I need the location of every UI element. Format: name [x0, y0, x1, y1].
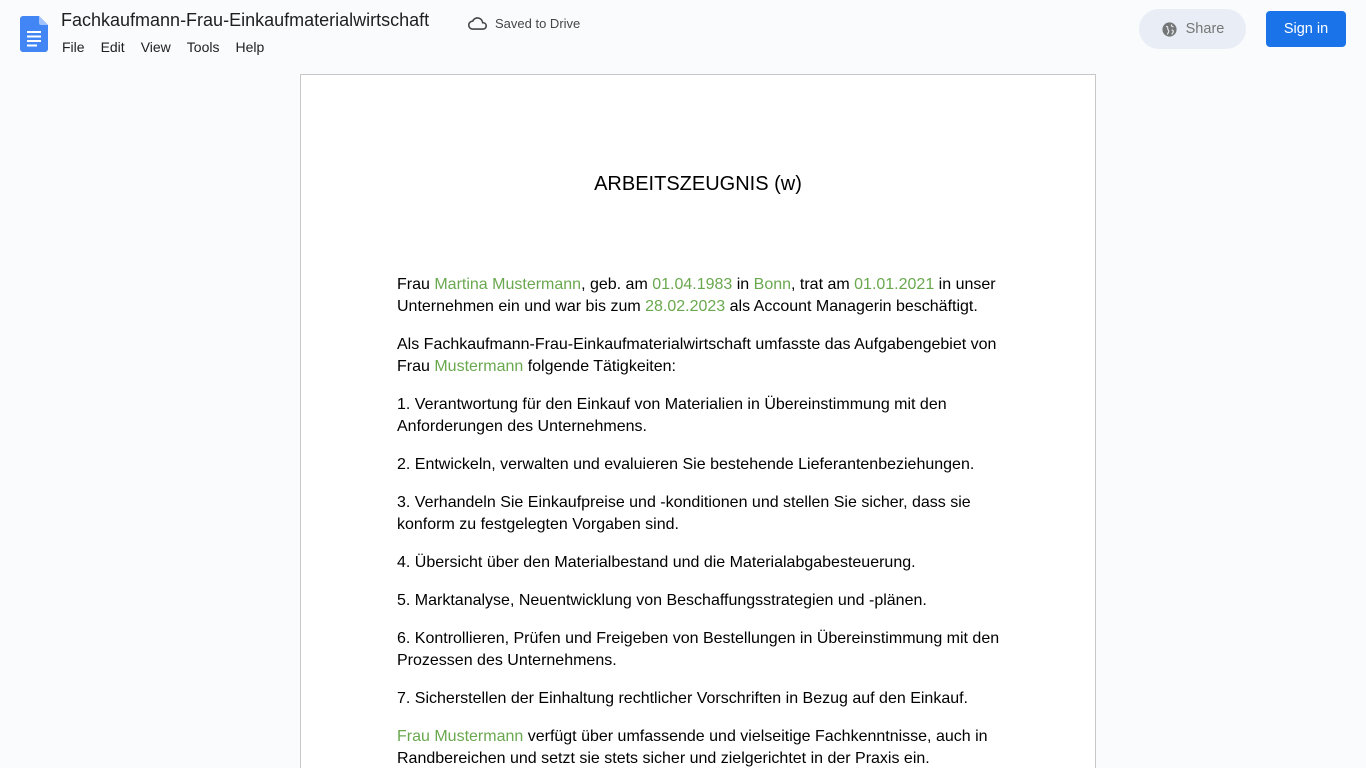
task-item: 5. Marktanalyse, Neuentwicklung von Beschaffungsstrategien und -plänen.: [397, 592, 927, 609]
employee-name: Frau Mustermann: [397, 728, 524, 745]
menu-help[interactable]: Help: [235, 39, 265, 55]
document-body: [397, 274, 1001, 768]
intro-text: als Account Managerin beschäftigt.: [725, 298, 978, 315]
intro-text: in unser Unternehmen ein und war bis zum: [397, 276, 996, 315]
app-header: [0, 0, 1366, 64]
sign-in-button[interactable]: Sign in: [1266, 11, 1346, 47]
menu-edit[interactable]: Edit: [100, 39, 125, 55]
intro-text: Frau: [397, 276, 435, 293]
end-date: 28.02.2023: [645, 298, 726, 315]
scope-paragraph: [397, 334, 1001, 378]
share-button[interactable]: [1139, 9, 1246, 49]
birth-city: Bonn: [753, 276, 792, 293]
employee-surname: Mustermann: [434, 358, 524, 375]
task-item: 2. Entwickeln, verwalten und evaluieren Sie bestehende Lieferantenbeziehungen.: [397, 456, 975, 473]
task-item: 6. Kontrollieren, Prüfen und Freigeben von Bestellungen in Übereinstimmung mit den Prozessen des Unternehmens.: [397, 630, 1000, 669]
task-item: 3. Verhandeln Sie Einkaufpreise und -konditionen und stellen Sie sicher, dass sie konform zu festgelegten Vorgaben sind.: [397, 494, 971, 533]
document-heading: ARBEITSZEUGNIS (w): [594, 173, 802, 195]
intro-paragraph: [397, 274, 1001, 318]
intro-text: in: [732, 276, 754, 293]
document-page[interactable]: [300, 74, 1096, 768]
scope-text: Als Fachkaufmann-Frau-Einkaufmaterialwirtschaft umfasste das Aufgabengebiet von Frau: [397, 336, 997, 375]
save-status-label: Saved to Drive: [495, 15, 581, 31]
document-title[interactable]: Fachkaufmann-Frau-Einkaufmaterialwirtschaft: [61, 10, 430, 30]
closing-paragraph: [397, 726, 1001, 768]
task-item: 1. Verantwortung für den Einkauf von Materialien in Übereinstimmung mit den Anforderungen des Unternehmens.: [397, 396, 947, 435]
globe-icon: [1161, 21, 1178, 38]
closing-text: verfügt über umfassende und vielseitige Fachkenntnisse, auch in Randbereichen und setzt sie stets sicher und zielgerichtet in der Praxis ein.: [397, 728, 988, 767]
intro-text: , geb. am: [581, 276, 653, 293]
menu-tools[interactable]: Tools: [186, 39, 220, 55]
task-item: 7. Sicherstellen der Einhaltung rechtlicher Vorschriften in Bezug auf den Einkauf.: [397, 690, 968, 707]
share-label: Share: [1185, 21, 1225, 37]
task-item: 4. Übersicht über den Materialbestand und die Materialabgabesteuerung.: [397, 554, 916, 571]
docs-logo-icon[interactable]: [20, 16, 48, 52]
intro-text: , trat am: [791, 276, 855, 293]
cloud-done-icon: [468, 14, 487, 33]
menu-bar: [54, 36, 272, 58]
menu-file[interactable]: File: [62, 39, 85, 55]
scope-text: folgende Tätigkeiten:: [523, 358, 676, 375]
save-status[interactable]: [468, 14, 580, 32]
birth-date: 01.04.1983: [652, 276, 733, 293]
employee-name: Martina Mustermann: [434, 276, 582, 293]
start-date: 01.01.2021: [854, 276, 935, 293]
menu-view[interactable]: View: [140, 39, 171, 55]
